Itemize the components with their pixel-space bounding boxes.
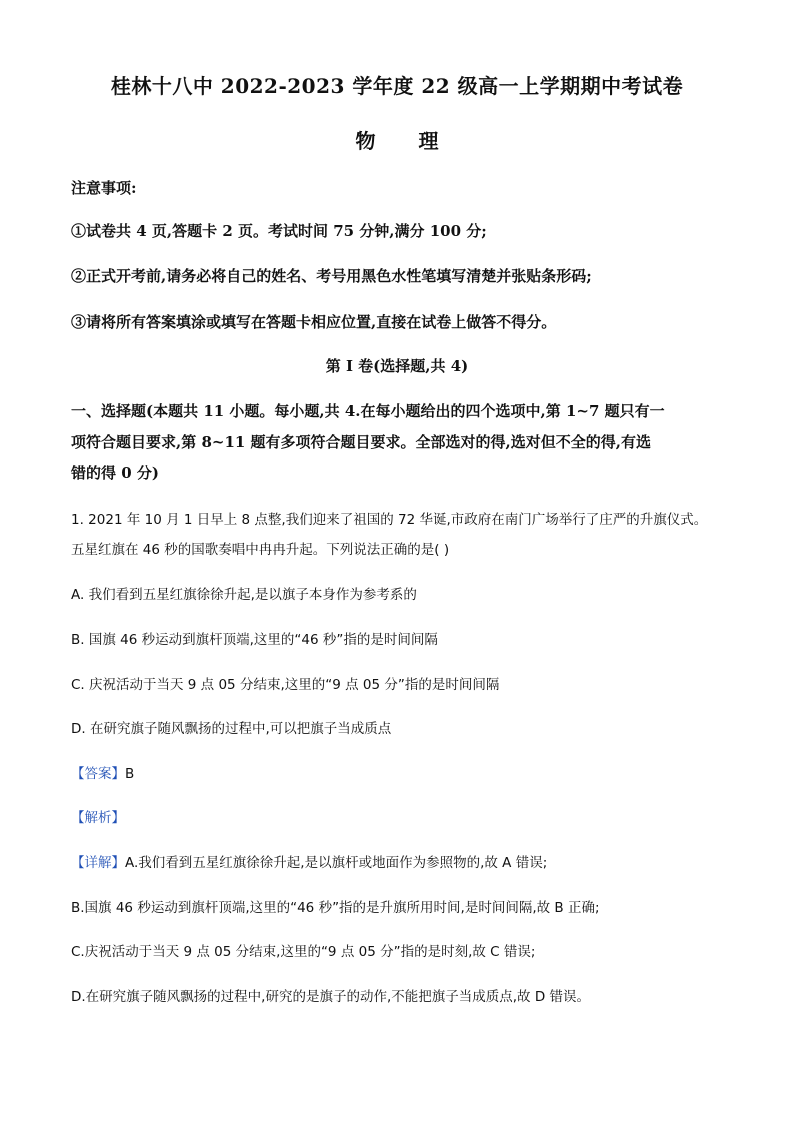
- part1-instructions-line-2: 项符合题目要求,第 8~11 题有多项符合题目要求。全部选对的得,选对但不全的得,有选: [71, 433, 651, 451]
- explanation-d: D.在研究旗子随风飘扬的过程中,研究的是旗子的动作,不能把旗子当成质点,故 D 错误。: [71, 989, 591, 1005]
- question-stem-line-2: 五星红旗在 46 秒的国歌奏唱中冉冉升起。下列说法正确的是( ): [71, 542, 450, 558]
- answer-tag: 【答案】: [71, 766, 125, 782]
- option-d: D. 在研究旗子随风飘扬的过程中,可以把旗子当成质点: [71, 721, 392, 737]
- page-title: 桂林十八中 2022-2023 学年度 22 级高一上学期期中考试卷: [110, 74, 684, 98]
- analysis-tag: 【解析】: [71, 810, 125, 826]
- explanation-c: C.庆祝活动于当天 9 点 05 分结束,这里的“9 点 05 分”指的是时刻,故 C 错误;: [71, 944, 536, 960]
- section-heading: 第 I 卷(选择题,共 4): [325, 357, 469, 375]
- explanation-a: [71, 851, 547, 871]
- notice-item-3: ③请将所有答案填涂或填写在答题卡相应位置,直接在试卷上做答不得分。: [71, 313, 557, 331]
- answer-line: [71, 762, 134, 782]
- detail-tag: 【详解】: [71, 855, 125, 871]
- notice-item-2: ②正式开考前,请务必将自己的姓名、考号用黑色水性笔填写清楚并张贴条形码;: [71, 267, 592, 285]
- question-stem-line-1: 1. 2021 年 10 月 1 日早上 8 点整,我们迎来了祖国的 72 华诞,市政府在南门广场举行了庄严的升旗仪式。: [71, 512, 708, 528]
- analysis-line: [71, 806, 125, 826]
- option-c: C. 庆祝活动于当天 9 点 05 分结束,这里的“9 点 05 分”指的是时间间隔: [71, 677, 500, 693]
- notice-heading: 注意事项:: [71, 179, 137, 197]
- explanation-b: B.国旗 46 秒运动到旗杆顶端,这里的“46 秒”指的是升旗所用时间,是时间间隔,故 B 正确;: [71, 900, 600, 916]
- part1-instructions-line-3: 错的得 0 分): [71, 464, 159, 482]
- part1-instructions-line-1: 一、选择题(本题共 11 小题。每小题,共 4.在每小题给出的四个选项中,第 1~7 题只有一: [71, 402, 665, 420]
- option-a: A. 我们看到五星红旗徐徐升起,是以旗子本身作为参考系的: [71, 587, 417, 603]
- option-b: B. 国旗 46 秒运动到旗杆顶端,这里的“46 秒”指的是时间间隔: [71, 632, 438, 648]
- answer-value: B: [125, 766, 135, 782]
- notice-item-1: ①试卷共 4 页,答题卡 2 页。考试时间 75 分钟,满分 100 分;: [71, 222, 487, 240]
- subject-title: 物 理: [355, 129, 457, 153]
- explanation-a-text: A.我们看到五星红旗徐徐升起,是以旗杆或地面作为参照物的,故 A 错误;: [125, 855, 548, 871]
